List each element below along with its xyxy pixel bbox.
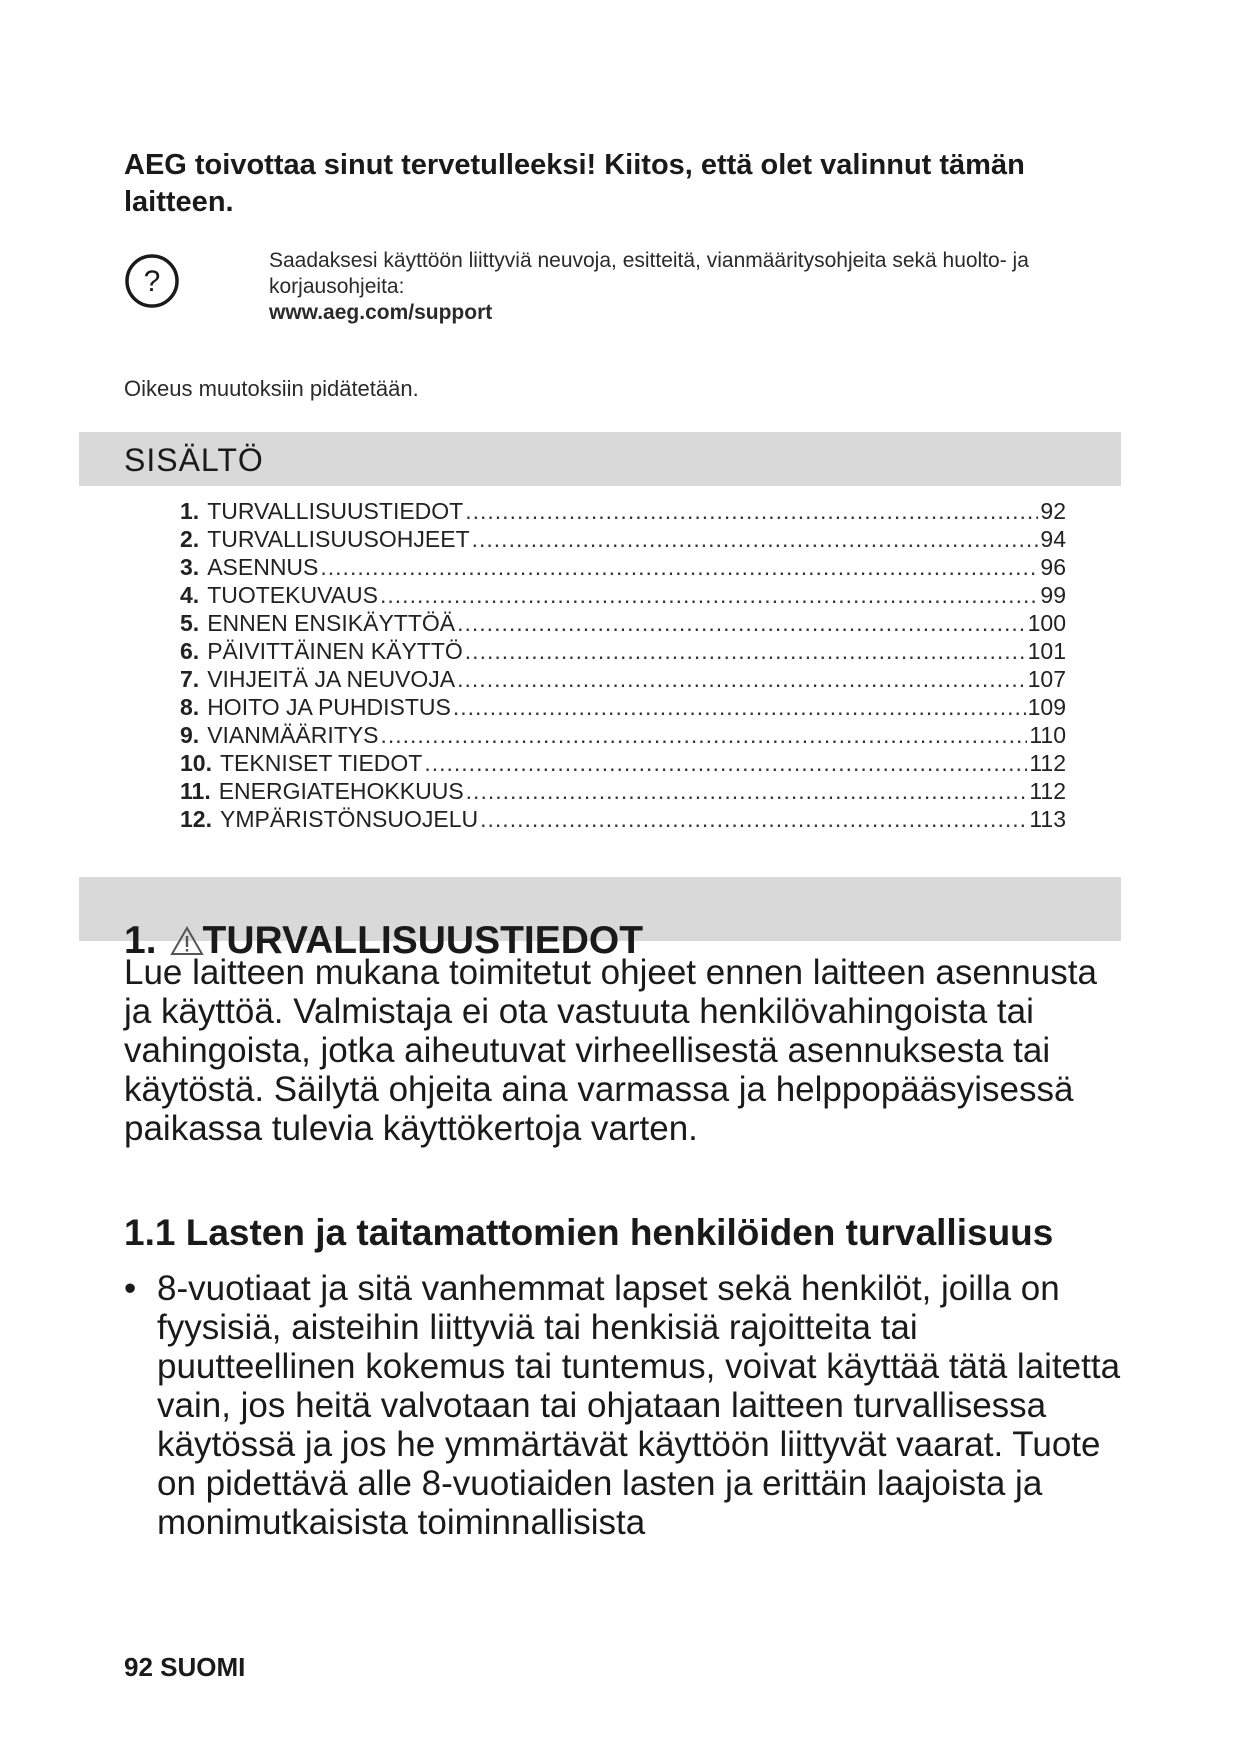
toc-item[interactable]: [180, 637, 1066, 665]
toc-item-page: 101: [1027, 638, 1066, 664]
toc-leader-dots: [457, 665, 1025, 693]
toc-leader-dots: [380, 721, 1027, 749]
toc-item[interactable]: [180, 553, 1066, 581]
toc-item-number: 10.: [180, 750, 212, 776]
support-url-link[interactable]: www.aeg.com/support: [269, 301, 493, 324]
toc-item[interactable]: [180, 497, 1066, 525]
toc-item[interactable]: [180, 805, 1066, 833]
toc-item-page: 113: [1029, 806, 1066, 832]
toc-item-number: 2.: [180, 526, 200, 552]
bullet-text: 8-vuotiaat ja sitä vanhemmat lapset sekä henkilöt, joilla on fyysisiä, aisteihin liittyviä tai henkisiä rajoitteita tai puutteellinen kokemus tai tuntemus, voivat käyttää tätä laitetta vain, jos heitä valvotaan tai ohjataan laitteen turvallisessa käytössä ja jos he ymmärtävät käyttöön liittyvät vaarat. Tuote on pidettävä alle 8-vuotiaiden lasten ja erittäin laajoista ja monimutkaisista toiminnallisista: [157, 1269, 1121, 1542]
toc-item-label: HOITO JA PUHDISTUS: [207, 694, 451, 720]
toc-leader-dots: [380, 581, 1038, 609]
toc-item[interactable]: [180, 525, 1066, 553]
toc-item[interactable]: [180, 721, 1066, 749]
toc-item[interactable]: [180, 665, 1066, 693]
toc-item-label: YMPÄRISTÖNSUOJELU: [219, 806, 479, 832]
bullet-mark: •: [124, 1269, 137, 1308]
toc-item-number: 5.: [180, 610, 200, 636]
toc-item-number: 11.: [180, 778, 211, 804]
toc-item-number: 7.: [180, 666, 200, 692]
toc-leader-dots: [424, 749, 1027, 777]
toc-item-number: 4.: [180, 582, 200, 608]
table-of-contents: [180, 497, 1066, 833]
toc-leader-dots: [457, 609, 1026, 637]
toc-item-label: VIHJEITÄ JA NEUVOJA: [207, 666, 456, 692]
toc-item[interactable]: [180, 609, 1066, 637]
toc-item-label: ASENNUS: [207, 554, 319, 580]
toc-item-label: TURVALLISUUSTIEDOT: [207, 498, 464, 524]
list-item: [124, 1269, 1124, 1542]
toc-item[interactable]: [180, 581, 1066, 609]
svg-text:?: ?: [143, 265, 161, 298]
section-title-text: TURVALLISUUSTIEDOT: [202, 919, 644, 963]
toc-leader-dots: [465, 637, 1026, 665]
toc-item-label: TEKNISET TIEDOT: [219, 750, 423, 776]
welcome-heading: AEG toivottaa sinut tervetulleeksi! Kiitos, että olet valinnut tämän laitteen.: [124, 149, 1025, 218]
toc-item-number: 8.: [180, 694, 200, 720]
toc-item-number: 6.: [180, 638, 200, 664]
toc-item-label: ENERGIATEHOKKUUS: [218, 778, 464, 804]
toc-item-page: 109: [1027, 694, 1066, 720]
support-text: Saadaksesi käyttöön liittyviä neuvoja, esitteitä, vianmääritysohjeita sekä huolto- ja korjausohjeita:: [269, 249, 1029, 298]
toc-item-number: 1.: [180, 498, 200, 524]
toc-item-number: 3.: [180, 554, 200, 580]
toc-item[interactable]: [180, 749, 1066, 777]
toc-leader-dots: [466, 777, 1028, 805]
rights-notice: Oikeus muutoksiin pidätetään.: [124, 376, 419, 401]
toc-item[interactable]: [180, 693, 1066, 721]
section-number: 1.: [124, 919, 157, 963]
support-info: [269, 248, 1109, 326]
toc-item-page: 110: [1029, 722, 1066, 748]
toc-leader-dots: [480, 805, 1027, 833]
subsection-title: 1.1 Lasten ja taitamattomien henkilöiden turvallisuus: [124, 1212, 1054, 1253]
toc-item-page: 112: [1029, 778, 1066, 804]
toc-item-page: 112: [1029, 750, 1066, 776]
toc-item-label: TUOTEKUVAUS: [207, 582, 379, 608]
toc-item-page: 94: [1040, 526, 1066, 552]
toc-item-page: 96: [1040, 554, 1066, 580]
toc-leader-dots: [320, 553, 1038, 581]
page-footer: 92 SUOMI: [124, 1652, 246, 1682]
toc-leader-dots: [472, 525, 1039, 553]
toc-item-page: 107: [1027, 666, 1066, 692]
toc-item-label: TURVALLISUUSOHJEET: [207, 526, 470, 552]
toc-item-page: 92: [1040, 498, 1066, 524]
toc-item-label: VIANMÄÄRITYS: [207, 722, 379, 748]
toc-item-number: 12.: [180, 806, 212, 832]
toc-item-number: 9.: [180, 722, 200, 748]
toc-item-page: 99: [1040, 582, 1066, 608]
question-circle-icon: [124, 253, 180, 309]
toc-item-label: PÄIVITTÄINEN KÄYTTÖ: [207, 638, 463, 664]
toc-item-label: ENNEN ENSIKÄYTTÖÄ: [207, 610, 456, 636]
toc-item-page: 100: [1027, 610, 1066, 636]
toc-leader-dots: [465, 497, 1038, 525]
section-intro-paragraph: Lue laitteen mukana toimitetut ohjeet ennen laitteen asennusta ja käyttöä. Valmistaja ei ota vastuuta henkilövahingoista tai vahingoista, jotka aiheutuvat virheellisestä asennuksesta tai käytöstä. Säilytä ohjeita aina varmassa ja helppopääsyisessä paikassa tulevia käyttökertoja varten.: [124, 953, 1097, 1148]
toc-leader-dots: [453, 693, 1026, 721]
toc-title: SISÄLTÖ: [124, 442, 264, 478]
toc-item[interactable]: [180, 777, 1066, 805]
